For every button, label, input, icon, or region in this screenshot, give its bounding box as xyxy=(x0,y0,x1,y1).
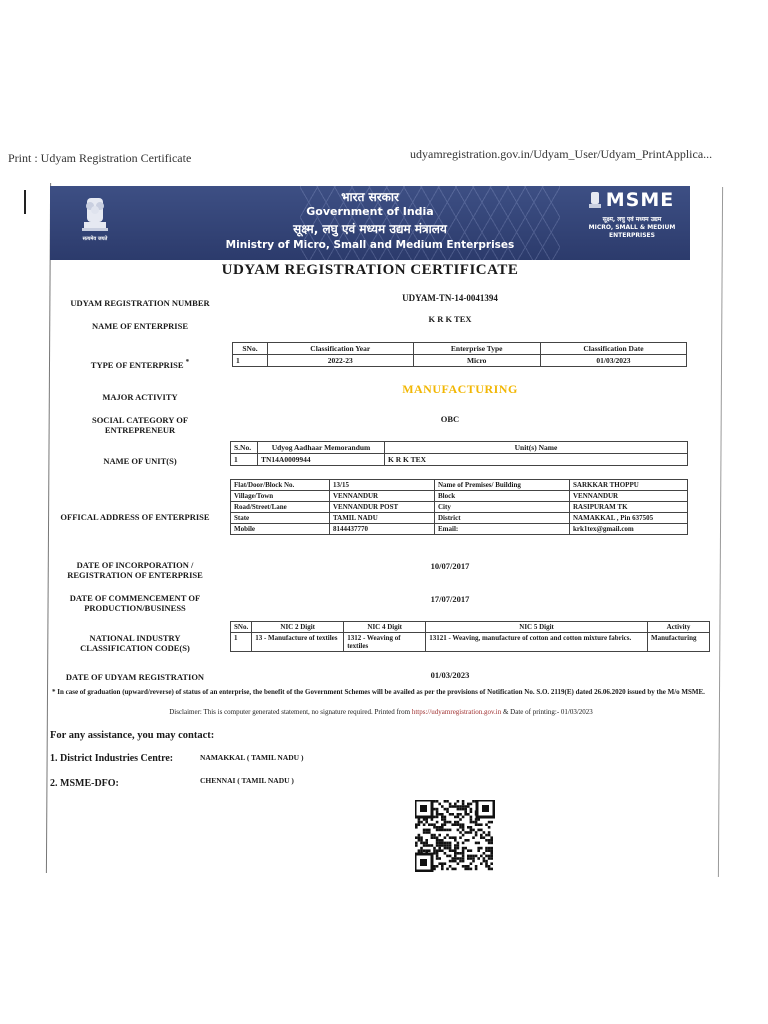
type-label-text: TYPE OF ENTERPRISE xyxy=(90,359,184,370)
units-th-uam: Udyog Aadhaar Memorandum xyxy=(258,442,385,454)
nic-th-sno: SNo. xyxy=(231,622,252,633)
addr-key: Flat/Door/Block No. xyxy=(231,480,330,491)
major-activity-label: MAJOR ACTIVITY xyxy=(102,392,178,402)
table-row xyxy=(231,524,688,535)
nic-cell-activity: Manufacturing xyxy=(648,633,710,652)
units-th-name: Unit(s) Name xyxy=(385,442,688,454)
table-row xyxy=(233,355,687,367)
addr-key: Mobile xyxy=(231,524,330,535)
addr-key: City xyxy=(435,502,570,513)
type-th-date: Classification Date xyxy=(540,343,686,355)
assistance-heading: For any assistance, you may contact: xyxy=(50,730,215,741)
msme-logo-caption xyxy=(573,216,691,240)
addr-key: Block xyxy=(435,491,570,502)
reg-number-label: UDYAM REGISTRATION NUMBER xyxy=(70,298,210,308)
table-row xyxy=(231,454,688,466)
msme-logo-sub: MICRO, SMALL & MEDIUM ENTERPRISES xyxy=(588,224,676,239)
units-cell-sno: 1 xyxy=(231,454,258,466)
addr-email: krk1tex@gmail.com xyxy=(570,524,688,535)
address-table xyxy=(230,479,688,535)
addr-key: Name of Premises/ Building xyxy=(435,480,570,491)
addr-val: 13/15 xyxy=(330,480,435,491)
type-th-type: Enterprise Type xyxy=(413,343,540,355)
enterprise-name-value: K R K TEX xyxy=(428,314,472,324)
units-cell-name: K R K TEX xyxy=(385,454,688,466)
addr-val: VENNANDUR POST xyxy=(330,502,435,513)
nic-label: NATIONAL INDUSTRY CLASSIFICATION CODE(S) xyxy=(80,633,190,653)
type-th-year: Classification Year xyxy=(268,343,414,355)
nic-th-4: NIC 4 Digit xyxy=(344,622,426,633)
reg-number-value: UDYAM-TN-14-0041394 xyxy=(402,293,498,303)
units-label: NAME OF UNIT(S) xyxy=(103,456,177,466)
disclaimer-date: & Date of printing:- 01/03/2023 xyxy=(502,708,593,716)
addr-val: TAMIL NADU xyxy=(330,513,435,524)
major-activity-value: MANUFACTURING xyxy=(402,382,518,396)
disclaimer xyxy=(50,708,712,716)
nic-cell-2: 13 - Manufacture of textiles xyxy=(252,633,344,652)
type-label xyxy=(60,357,220,370)
commencement-date: 17/07/2017 xyxy=(430,594,470,604)
nic-cell-sno: 1 xyxy=(231,633,252,652)
incorporation-date: 10/07/2017 xyxy=(430,561,470,571)
print-header-url: udyamregistration.gov.in/Udyam_User/Udyam_PrintApplica... xyxy=(410,147,713,161)
addr-key: District xyxy=(435,513,570,524)
msme-logo-hindi: सूक्ष्म, लघु एवं मध्यम उद्यम xyxy=(602,216,662,223)
emblem-caption: सत्यमेव जयते xyxy=(82,236,108,242)
type-cell-type: Micro xyxy=(413,355,540,367)
udyam-date: 01/03/2023 xyxy=(430,670,470,680)
units-cell-uam: TN14A0009944 xyxy=(258,454,385,466)
page-edge-mark xyxy=(24,190,26,214)
type-cell-sno: 1 xyxy=(233,355,268,367)
type-cell-year: 2022-23 xyxy=(268,355,414,367)
dic-value: NAMAKKAL ( TAMIL NADU ) xyxy=(200,753,304,762)
table-row xyxy=(231,502,688,513)
addr-val: VENNANDUR xyxy=(570,491,688,502)
social-category-value: OBC xyxy=(440,414,460,424)
nic-th-5: NIC 5 Digit xyxy=(426,622,648,633)
nic-cell-5: 13121 - Weaving, manufacture of cotton and cotton mixture fabrics. xyxy=(426,633,648,652)
addr-key: Village/Town xyxy=(231,491,330,502)
banner-govt-of-india: Government of India xyxy=(306,205,434,218)
incorporation-label: DATE OF INCORPORATION / REGISTRATION OF ENTERPRISE xyxy=(67,560,203,580)
banner-ministry: Ministry of Micro, Small and Medium Enterprises xyxy=(225,239,515,251)
addr-val: NAMAKKAL , Pin 637505 xyxy=(570,513,688,524)
banner-hindi-govt: भारत सरकार xyxy=(341,190,399,204)
dic-label: 1. District Industries Centre: xyxy=(50,753,174,764)
enterprise-name-label: NAME OF ENTERPRISE xyxy=(91,321,189,331)
units-table xyxy=(230,441,688,466)
type-cell-date: 01/03/2023 xyxy=(540,355,686,367)
dfo-value: CHENNAI ( TAMIL NADU ) xyxy=(200,776,294,785)
address-label: OFFICAL ADDRESS OF ENTERPRISE xyxy=(60,512,210,522)
graduation-footnote: * In case of graduation (upward/reverse) of status of an enterprise, the benefit of the Government Schemes will be availed as per the provisions of Notification No. S.O. 2119(E) dated 26.06.2020 issued by the M/o MSME. xyxy=(52,688,705,696)
certificate-title: UDYAM REGISTRATION CERTIFICATE xyxy=(221,262,519,278)
nic-cell-4: 1312 - Weaving of textiles xyxy=(344,633,426,652)
nic-th-2: NIC 2 Digit xyxy=(252,622,344,633)
banner-hindi-ministry: सूक्ष्म, लघु एवं मध्यम उद्यम मंत्रालय xyxy=(293,222,447,236)
commencement-label: DATE OF COMMENCEMENT OF PRODUCTION/BUSINESS xyxy=(69,593,201,613)
addr-val: SARKKAR THOPPU xyxy=(570,480,688,491)
msme-emblem-icon xyxy=(588,191,602,209)
dfo-label: 2. MSME-DFO: xyxy=(50,778,119,789)
msme-logo xyxy=(575,189,687,211)
type-th-sno: SNo. xyxy=(233,343,268,355)
addr-key: Road/Street/Lane xyxy=(231,502,330,513)
type-table xyxy=(232,342,687,367)
type-label-star: * xyxy=(185,358,190,366)
udyam-date-label: DATE OF UDYAM REGISTRATION xyxy=(65,672,205,682)
addr-val: VENNANDUR xyxy=(330,491,435,502)
nic-table xyxy=(230,621,710,652)
disclaimer-link[interactable]: https://udyamregistration.gov.in xyxy=(411,708,502,716)
qr-code-icon xyxy=(415,800,495,872)
table-row xyxy=(231,480,688,491)
addr-val: RASIPURAM TK xyxy=(570,502,688,513)
table-row xyxy=(231,513,688,524)
social-category-label: SOCIAL CATEGORY OF ENTREPRENEUR xyxy=(91,415,189,435)
print-header-title: Print : Udyam Registration Certificate xyxy=(8,151,192,165)
msme-logo-text: MSME xyxy=(605,189,675,211)
addr-val: 8144437770 xyxy=(330,524,435,535)
table-row xyxy=(231,491,688,502)
disclaimer-text: Disclaimer: This is computer generated statement, no signature required. Printed from xyxy=(169,708,411,716)
addr-key: State xyxy=(231,513,330,524)
nic-th-activity: Activity xyxy=(648,622,710,633)
units-th-sno: S.No. xyxy=(231,442,258,454)
table-row xyxy=(231,633,710,652)
addr-key: Email: xyxy=(435,524,570,535)
